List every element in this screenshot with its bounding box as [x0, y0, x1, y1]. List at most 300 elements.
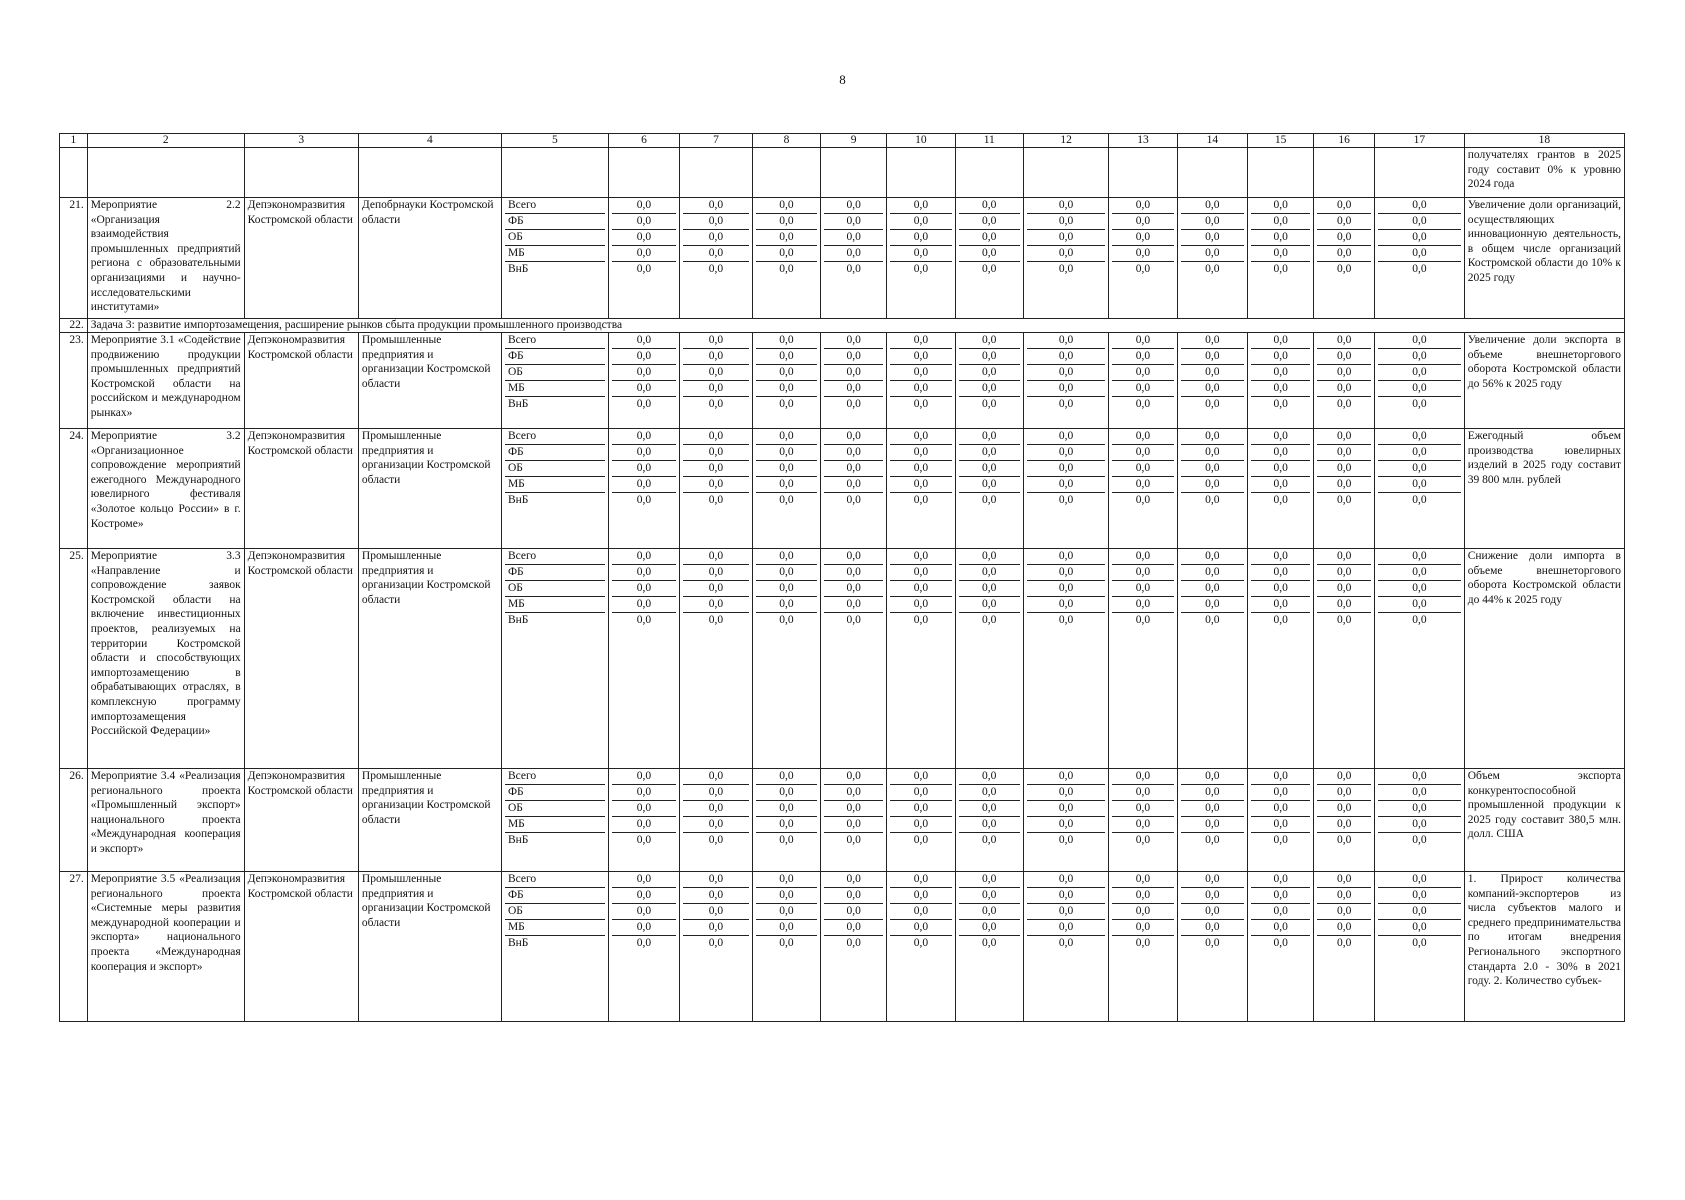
column-header-15: 15	[1248, 134, 1314, 148]
funding-source-label: ФБ	[505, 214, 605, 230]
expected-result: Снижение доли импорта в объеме внешнеторгового оборота Костромской области до 44% к 2025 году	[1464, 549, 1624, 769]
amount-value: 0,0	[756, 565, 817, 581]
amount-column	[1109, 333, 1177, 429]
amount-value: 0,0	[824, 333, 883, 349]
expected-result: Увеличение доли экспорта в объеме внешнеторгового оборота Костромской области до 56% к 2025 году	[1464, 333, 1624, 429]
amount-value: 0,0	[1205, 263, 1220, 275]
amount-column	[1023, 429, 1108, 549]
amount-column	[887, 769, 955, 872]
amount-value: 0,0	[890, 581, 951, 597]
amount-value: 0,0	[890, 477, 951, 493]
amount-value: 0,0	[824, 477, 883, 493]
amount-value: 0,0	[683, 461, 749, 477]
amount-value: 0,0	[824, 920, 883, 936]
amount-value: 0,0	[1378, 872, 1461, 888]
amount-column	[1375, 769, 1465, 872]
amount-value: 0,0	[1112, 198, 1173, 214]
amount-value: 0,0	[1317, 333, 1371, 349]
amount-value: 0,0	[612, 198, 677, 214]
funding-source-label: ОБ	[505, 230, 605, 246]
expected-result: Ежегодный объем производства ювелирных изделий в 2025 году составит 39 800 млн. рублей	[1464, 429, 1624, 549]
amount-value: 0,0	[1412, 614, 1427, 626]
funding-sources	[501, 333, 608, 429]
amount-value: 0,0	[959, 246, 1020, 262]
amount-value: 0,0	[612, 461, 677, 477]
amount-value: 0,0	[683, 477, 749, 493]
amount-value: 0,0	[1181, 581, 1244, 597]
amount-value: 0,0	[683, 597, 749, 613]
amount-column	[1314, 872, 1375, 1022]
amount-value: 0,0	[1378, 349, 1461, 365]
column-header-11: 11	[955, 134, 1023, 148]
amount-value: 0,0	[959, 349, 1020, 365]
amount-column	[1177, 769, 1247, 872]
participant: Промышленные предприятия и организации Костромской области	[358, 429, 501, 549]
carry-over-row	[60, 148, 1625, 198]
amount-value: 0,0	[1205, 937, 1220, 949]
empty-cell	[60, 148, 88, 198]
amount-value: 0,0	[890, 817, 951, 833]
funding-source-label: ВнБ	[507, 263, 529, 275]
amount-value: 0,0	[683, 888, 749, 904]
amount-column	[608, 198, 680, 319]
column-header-18: 18	[1464, 134, 1624, 148]
empty-cell	[608, 148, 680, 198]
amount-column	[752, 769, 820, 872]
measure-name: Мероприятие 3.1 «Содействие продвижению продукции промышленных предприятий Костромской области на российском и международном рынках»	[87, 333, 244, 429]
amount-column	[1375, 549, 1465, 769]
amount-value: 0,0	[1378, 477, 1461, 493]
row-number: 27.	[60, 872, 88, 1022]
amount-value: 0,0	[1317, 230, 1371, 246]
amount-value: 0,0	[1378, 549, 1461, 565]
amount-value: 0,0	[612, 445, 677, 461]
amount-value: 0,0	[1027, 581, 1105, 597]
amount-value: 0,0	[1027, 477, 1105, 493]
amount-value: 0,0	[1112, 230, 1173, 246]
amount-value: 0,0	[683, 333, 749, 349]
amount-column	[608, 333, 680, 429]
amount-value: 0,0	[890, 597, 951, 613]
amount-value: 0,0	[1027, 872, 1105, 888]
amount-value: 0,0	[1378, 198, 1461, 214]
amount-value: 0,0	[1112, 769, 1173, 785]
amount-value: 0,0	[1317, 349, 1371, 365]
amount-value: 0,0	[756, 198, 817, 214]
row-number: 23.	[60, 333, 88, 429]
amount-column	[821, 872, 887, 1022]
amount-value: 0,0	[824, 246, 883, 262]
amount-value: 0,0	[824, 230, 883, 246]
funding-source-label: Всего	[505, 769, 605, 785]
amount-column	[608, 549, 680, 769]
funding-source-label: ВнБ	[507, 834, 529, 846]
amount-value: 0,0	[1058, 614, 1074, 626]
amount-value: 0,0	[1378, 565, 1461, 581]
amount-value: 0,0	[708, 937, 724, 949]
amount-value: 0,0	[612, 817, 677, 833]
row-number: 21.	[60, 198, 88, 319]
amount-value: 0,0	[612, 333, 677, 349]
amount-value: 0,0	[890, 230, 951, 246]
amount-value: 0,0	[1027, 801, 1105, 817]
column-header-12: 12	[1023, 134, 1108, 148]
amount-column	[821, 549, 887, 769]
amount-value: 0,0	[1181, 769, 1244, 785]
funding-source-label: ФБ	[505, 565, 605, 581]
amount-value: 0,0	[982, 614, 997, 626]
funding-source-label: МБ	[505, 381, 605, 397]
amount-value: 0,0	[1336, 614, 1352, 626]
amount-value: 0,0	[959, 785, 1020, 801]
amount-value: 0,0	[683, 801, 749, 817]
amount-value: 0,0	[1112, 365, 1173, 381]
amount-value: 0,0	[708, 614, 724, 626]
table-row	[60, 198, 1625, 319]
amount-value: 0,0	[612, 581, 677, 597]
amount-value: 0,0	[779, 398, 794, 410]
row-number: 25.	[60, 549, 88, 769]
funding-source-label: МБ	[505, 477, 605, 493]
amount-value: 0,0	[824, 365, 883, 381]
amount-value: 0,0	[756, 477, 817, 493]
amount-value: 0,0	[1181, 920, 1244, 936]
amount-value: 0,0	[756, 785, 817, 801]
amount-value: 0,0	[1378, 381, 1461, 397]
amount-value: 0,0	[1181, 597, 1244, 613]
amount-value: 0,0	[959, 333, 1020, 349]
amount-column	[1023, 333, 1108, 429]
page-number: 8	[839, 72, 846, 87]
amount-column	[887, 429, 955, 549]
amount-column	[1023, 198, 1108, 319]
amount-value: 0,0	[1181, 817, 1244, 833]
empty-cell	[87, 148, 244, 198]
funding-sources	[501, 429, 608, 549]
funding-source-label: Всего	[505, 333, 605, 349]
funding-source-label: ОБ	[505, 904, 605, 920]
amount-value: 0,0	[890, 429, 951, 445]
amount-value: 0,0	[756, 549, 817, 565]
funding-source-label: ВнБ	[507, 937, 529, 949]
amount-value: 0,0	[1317, 461, 1371, 477]
amount-value: 0,0	[959, 230, 1020, 246]
amount-value: 0,0	[959, 817, 1020, 833]
amount-value: 0,0	[1378, 888, 1461, 904]
amount-value: 0,0	[612, 565, 677, 581]
amount-value: 0,0	[959, 872, 1020, 888]
amount-value: 0,0	[1112, 581, 1173, 597]
amount-value: 0,0	[1251, 381, 1310, 397]
responsible-executor: Депэкономразвития Костромской области	[244, 198, 358, 319]
amount-value: 0,0	[824, 565, 883, 581]
amount-value: 0,0	[1378, 365, 1461, 381]
amount-value: 0,0	[1112, 872, 1173, 888]
amount-value: 0,0	[959, 381, 1020, 397]
amount-column	[1109, 549, 1177, 769]
amount-value: 0,0	[1251, 801, 1310, 817]
amount-column	[887, 549, 955, 769]
amount-value: 0,0	[1251, 461, 1310, 477]
amount-value: 0,0	[1112, 920, 1173, 936]
amount-value: 0,0	[1317, 581, 1371, 597]
funding-source-label: ОБ	[505, 365, 605, 381]
amount-value: 0,0	[1336, 494, 1352, 506]
responsible-executor: Депэкономразвития Костромской области	[244, 769, 358, 872]
responsible-executor: Депэкономразвития Костромской области	[244, 429, 358, 549]
amount-value: 0,0	[824, 872, 883, 888]
amount-value: 0,0	[1251, 597, 1310, 613]
amount-column	[680, 429, 753, 549]
amount-column	[752, 872, 820, 1022]
amount-value: 0,0	[756, 246, 817, 262]
amount-column	[955, 872, 1023, 1022]
amount-value: 0,0	[959, 549, 1020, 565]
amount-value: 0,0	[1317, 246, 1371, 262]
amount-value: 0,0	[1251, 246, 1310, 262]
amount-value: 0,0	[959, 597, 1020, 613]
amount-value: 0,0	[1027, 597, 1105, 613]
empty-cell	[752, 148, 820, 198]
amount-value: 0,0	[1058, 937, 1074, 949]
amount-value: 0,0	[1251, 565, 1310, 581]
expected-result: Увеличение доли организаций, осуществляющих инновационную деятельность, в общем числе организаций Костромской области до 10% к 2025 году	[1464, 198, 1624, 319]
amount-value: 0,0	[959, 801, 1020, 817]
amount-column	[1023, 872, 1108, 1022]
amount-column	[1109, 769, 1177, 872]
amount-value: 0,0	[913, 834, 929, 846]
amount-value: 0,0	[824, 904, 883, 920]
amount-value: 0,0	[1027, 888, 1105, 904]
empty-cell	[887, 148, 955, 198]
amount-value: 0,0	[1112, 381, 1173, 397]
row-number: 22.	[60, 319, 88, 333]
column-header-3: 3	[244, 134, 358, 148]
amount-value: 0,0	[1317, 817, 1371, 833]
measure-name: Мероприятие 3.4 «Реализация регионального проекта «Промышленный экспорт» национального проекта «Международная кооперация и экспорт»	[87, 769, 244, 872]
amount-value: 0,0	[756, 904, 817, 920]
amount-value: 0,0	[1317, 445, 1371, 461]
funding-source-label: МБ	[505, 597, 605, 613]
amount-value: 0,0	[756, 801, 817, 817]
amount-value: 0,0	[824, 785, 883, 801]
amount-value: 0,0	[890, 365, 951, 381]
amount-value: 0,0	[824, 461, 883, 477]
amount-value: 0,0	[756, 365, 817, 381]
amount-value: 0,0	[1251, 769, 1310, 785]
amount-value: 0,0	[824, 381, 883, 397]
amount-column	[1177, 872, 1247, 1022]
amount-value: 0,0	[1112, 349, 1173, 365]
amount-value: 0,0	[683, 817, 749, 833]
participant: Промышленные предприятия и организации Костромской области	[358, 333, 501, 429]
amount-value: 0,0	[636, 494, 652, 506]
amount-value: 0,0	[1378, 920, 1461, 936]
amount-value: 0,0	[1378, 214, 1461, 230]
amount-value: 0,0	[683, 785, 749, 801]
funding-source-label: ОБ	[505, 461, 605, 477]
funding-source-label: ФБ	[505, 349, 605, 365]
amount-value: 0,0	[1135, 263, 1151, 275]
amount-value: 0,0	[1251, 872, 1310, 888]
amount-value: 0,0	[756, 381, 817, 397]
amount-value: 0,0	[612, 429, 677, 445]
amount-value: 0,0	[1378, 904, 1461, 920]
amount-value: 0,0	[683, 230, 749, 246]
amount-value: 0,0	[959, 477, 1020, 493]
amount-value: 0,0	[1135, 834, 1151, 846]
amount-value: 0,0	[1135, 398, 1151, 410]
amount-value: 0,0	[1058, 263, 1074, 275]
amount-value: 0,0	[683, 246, 749, 262]
amount-value: 0,0	[1273, 937, 1288, 949]
amount-value: 0,0	[824, 888, 883, 904]
column-header-16: 16	[1314, 134, 1375, 148]
amount-value: 0,0	[1027, 445, 1105, 461]
empty-cell	[955, 148, 1023, 198]
amount-column	[1177, 198, 1247, 319]
amount-value: 0,0	[1317, 549, 1371, 565]
amount-value: 0,0	[1251, 365, 1310, 381]
amount-value: 0,0	[890, 381, 951, 397]
amount-value: 0,0	[756, 230, 817, 246]
amount-value: 0,0	[683, 872, 749, 888]
amount-value: 0,0	[959, 581, 1020, 597]
amount-value: 0,0	[612, 785, 677, 801]
funding-source-label: ОБ	[505, 581, 605, 597]
amount-value: 0,0	[636, 834, 652, 846]
amount-value: 0,0	[1112, 549, 1173, 565]
amount-value: 0,0	[1317, 872, 1371, 888]
amount-column	[1177, 549, 1247, 769]
amount-value: 0,0	[1112, 445, 1173, 461]
amount-column	[1248, 872, 1314, 1022]
empty-cell	[821, 148, 887, 198]
column-header-9: 9	[821, 134, 887, 148]
amount-value: 0,0	[1251, 581, 1310, 597]
funding-source-label: ВнБ	[507, 494, 529, 506]
amount-value: 0,0	[1112, 461, 1173, 477]
amount-value: 0,0	[1112, 801, 1173, 817]
funding-source-label: МБ	[505, 246, 605, 262]
amount-column	[955, 549, 1023, 769]
column-header-2: 2	[87, 134, 244, 148]
amount-value: 0,0	[1181, 785, 1244, 801]
amount-value: 0,0	[1251, 920, 1310, 936]
amount-value: 0,0	[1205, 494, 1220, 506]
amount-value: 0,0	[1181, 198, 1244, 214]
amount-value: 0,0	[1378, 785, 1461, 801]
amount-value: 0,0	[1181, 429, 1244, 445]
amount-value: 0,0	[612, 477, 677, 493]
amount-value: 0,0	[959, 198, 1020, 214]
amount-value: 0,0	[890, 920, 951, 936]
amount-value: 0,0	[913, 614, 929, 626]
amount-value: 0,0	[1027, 785, 1105, 801]
amount-value: 0,0	[1027, 246, 1105, 262]
empty-cell	[358, 148, 501, 198]
amount-value: 0,0	[1251, 349, 1310, 365]
amount-column	[680, 198, 753, 319]
amount-value: 0,0	[756, 872, 817, 888]
amount-value: 0,0	[756, 445, 817, 461]
amount-value: 0,0	[708, 494, 724, 506]
amount-value: 0,0	[1027, 429, 1105, 445]
amount-value: 0,0	[1317, 365, 1371, 381]
funding-source-label: МБ	[505, 817, 605, 833]
amount-value: 0,0	[1058, 398, 1074, 410]
funding-source-label: Всего	[505, 429, 605, 445]
amount-value: 0,0	[683, 429, 749, 445]
expected-result: 1. Прирост количества компаний-экспортеров из числа субъектов малого и среднего предпринимательства по итогам внедрения Регионального экспортного стандарта 2.0 - 30% в 2021 году. 2. Количество субъек-	[1464, 872, 1624, 1022]
amount-value: 0,0	[683, 198, 749, 214]
amount-value: 0,0	[890, 888, 951, 904]
amount-value: 0,0	[890, 904, 951, 920]
amount-value: 0,0	[959, 214, 1020, 230]
column-header-13: 13	[1109, 134, 1177, 148]
task-title: Задача 3: развитие импортозамещения, расширение рынков сбыта продукции промышленного производства	[87, 319, 1624, 333]
funding-source-label: Всего	[505, 872, 605, 888]
amount-value: 0,0	[1135, 494, 1151, 506]
column-header-7: 7	[680, 134, 753, 148]
empty-cell	[1023, 148, 1108, 198]
amount-value: 0,0	[1317, 769, 1371, 785]
header-row	[60, 134, 1625, 148]
amount-value: 0,0	[1251, 888, 1310, 904]
amount-value: 0,0	[1112, 565, 1173, 581]
amount-value: 0,0	[846, 263, 861, 275]
amount-column	[752, 549, 820, 769]
amount-value: 0,0	[1112, 597, 1173, 613]
table-row	[60, 333, 1625, 429]
amount-value: 0,0	[846, 614, 861, 626]
amount-value: 0,0	[1378, 581, 1461, 597]
amount-value: 0,0	[824, 214, 883, 230]
amount-value: 0,0	[612, 872, 677, 888]
amount-value: 0,0	[683, 581, 749, 597]
amount-value: 0,0	[824, 429, 883, 445]
task-row	[60, 319, 1625, 333]
amount-value: 0,0	[1378, 445, 1461, 461]
amount-value: 0,0	[1412, 398, 1427, 410]
participant: Промышленные предприятия и организации Костромской области	[358, 549, 501, 769]
amount-value: 0,0	[913, 398, 929, 410]
amount-value: 0,0	[1273, 398, 1288, 410]
responsible-executor: Депэкономразвития Костромской области	[244, 872, 358, 1022]
amount-column	[752, 333, 820, 429]
amount-value: 0,0	[1027, 461, 1105, 477]
amount-value: 0,0	[1027, 549, 1105, 565]
amount-value: 0,0	[683, 214, 749, 230]
amount-value: 0,0	[1027, 920, 1105, 936]
amount-value: 0,0	[1112, 429, 1173, 445]
responsible-executor: Депэкономразвития Костромской области	[244, 333, 358, 429]
amount-value: 0,0	[982, 494, 997, 506]
amount-value: 0,0	[612, 904, 677, 920]
amount-value: 0,0	[1273, 614, 1288, 626]
amount-value: 0,0	[683, 445, 749, 461]
amount-value: 0,0	[1181, 246, 1244, 262]
amount-column	[1177, 333, 1247, 429]
amount-column	[1375, 872, 1465, 1022]
amount-column	[1248, 549, 1314, 769]
amount-value: 0,0	[1181, 477, 1244, 493]
amount-column	[955, 333, 1023, 429]
amount-value: 0,0	[756, 581, 817, 597]
amount-value: 0,0	[1251, 333, 1310, 349]
amount-value: 0,0	[612, 349, 677, 365]
amount-value: 0,0	[756, 597, 817, 613]
